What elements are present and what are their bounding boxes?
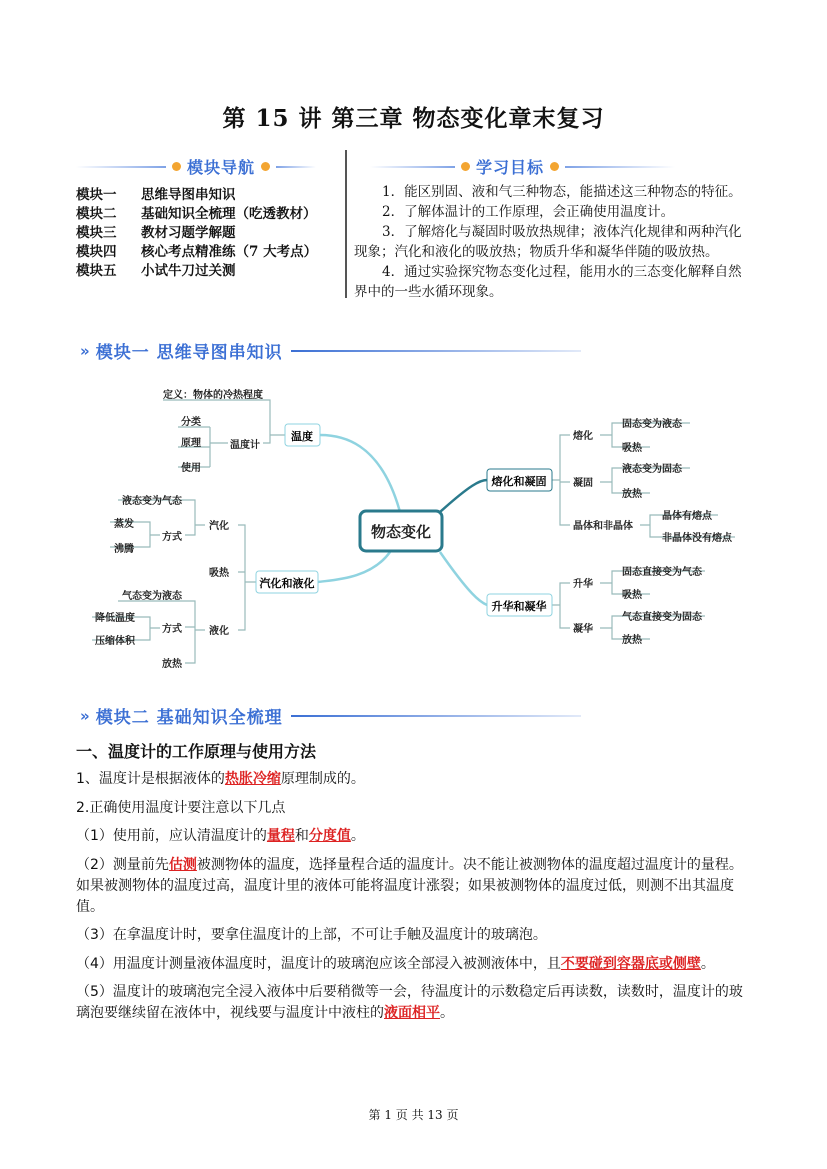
node-temp: 温度 [291, 430, 313, 443]
module-nav-list [76, 186, 317, 281]
nav-text: 基础知识全梳理（吃透教材） [141, 206, 317, 222]
heading-dot [261, 162, 270, 171]
heading-line [370, 166, 455, 168]
node-melt: 熔化和凝固 [491, 475, 547, 488]
leaf: 吸热 [622, 590, 642, 601]
heading-line [76, 166, 166, 168]
paragraph [76, 769, 756, 790]
leaf-liquefy: 液化 [209, 626, 229, 637]
nav-item [76, 262, 317, 281]
goals-heading: 学习目标 [476, 158, 545, 177]
nav-text: 思维导图串知识 [141, 187, 236, 203]
page-title: 第 15 讲 第三章 物态变化章末复习 [222, 105, 605, 132]
text: （5）温度计的玻璃泡完全浸入液体中后要稍微等一会，待温度计的示数稳定后再读数，读数时，温度计的玻璃泡要继续留在液体中，视线要与温度计中液柱的 [76, 984, 743, 1021]
goal-item: 3．了解熔化与凝固时吸放热规律；液体汽化规律和两种汽化现象；汽化和液化的吸放热；物质升华和凝华伴随的吸放热。 [354, 224, 742, 260]
leaf-sub: 升华 [573, 579, 593, 590]
text: 被测物体的温度，选择量程合适的温度计。决不能让被测物体的温度超过温度计的量程。如果被测物体的温度过高，温度计里的液体可能将温度计涨裂；如果被测物体的温度过低，则测不出其温度值。 [76, 856, 743, 915]
nav-item [76, 186, 317, 205]
paragraph [76, 826, 756, 847]
text: 和 [294, 828, 309, 844]
leaf: 气态变为液态 [122, 591, 182, 602]
paragraph [76, 982, 756, 1024]
leaf: 蒸发 [114, 519, 134, 530]
leaf-solid: 凝固 [573, 478, 593, 489]
leaf: 沸腾 [114, 544, 134, 555]
nav-heading-bar [76, 155, 316, 178]
nav-text: 教材习题学解题 [141, 225, 236, 241]
leaf: 放热 [622, 489, 642, 500]
nav-item [76, 205, 317, 224]
leaf: 压缩体积 [95, 636, 135, 647]
leaf: 气态直接变为固态 [622, 612, 702, 623]
leaf: 方式 [162, 532, 182, 543]
highlight-text: 分度值 [308, 828, 351, 844]
text: （1）使用前，应认清温度计的 [76, 828, 267, 844]
nav-text: 小试牛刀过关测 [141, 263, 236, 279]
goals-heading-bar [370, 155, 675, 178]
text: （4）用温度计测量液体温度时，温度计的玻璃泡应该全部浸入被测液体中，且 [76, 955, 561, 972]
column-divider [345, 150, 347, 298]
learning-goals [354, 182, 754, 302]
nav-key: 模块四 [76, 244, 117, 260]
mind-map [0, 380, 827, 680]
highlight-text: 量程 [266, 828, 295, 844]
paragraph [76, 855, 756, 918]
text: （2）测量前先 [76, 856, 169, 873]
leaf-temp-def: 定义：物体的冷热程度 [163, 390, 263, 401]
highlight-text: 热胀冷缩 [224, 771, 281, 787]
highlight-text: 液面相平 [384, 1005, 440, 1021]
subsection-title: 一、温度计的工作原理与使用方法 [76, 742, 317, 761]
leaf: 吸热 [209, 568, 229, 579]
leaf: 原理 [181, 438, 201, 449]
page-footer: 第 1 页 共 13 页 [368, 1108, 459, 1122]
leaf-melt: 熔化 [573, 431, 593, 442]
text: 1、温度计是根据液体的 [76, 771, 225, 787]
nav-item [76, 243, 317, 262]
paragraph: （3）在拿温度计时，要拿住温度计的上部，不可让手触及温度计的玻璃泡。 [76, 927, 547, 943]
leaf-crystal: 晶体和非晶体 [573, 521, 633, 532]
goal-item: 2．了解体温计的工作原理，会正确使用温度计。 [382, 204, 675, 220]
nav-key: 模块五 [76, 263, 117, 279]
node-sub: 升华和凝华 [491, 600, 547, 613]
section-heading-1 [80, 338, 581, 363]
goal-item: 1．能区别固、液和气三种物态，能描述这三种物态的特征。 [382, 184, 742, 200]
leaf-dep: 凝华 [573, 624, 593, 635]
body-text [76, 769, 756, 1032]
leaf: 放热 [162, 659, 182, 670]
leaf: 液态变为固态 [622, 464, 682, 475]
leaf-thermometer: 温度计 [230, 440, 260, 451]
heading-dot [550, 162, 559, 171]
heading-line [276, 166, 316, 168]
leaf: 分类 [181, 417, 201, 428]
leaf: 固态变为液态 [622, 419, 682, 430]
text: 。 [440, 1005, 454, 1021]
nav-key: 模块一 [76, 187, 117, 203]
section-title: 模块二 基础知识全梳理 [95, 708, 283, 728]
paragraph: 2.正确使用温度计要注意以下几点 [76, 799, 286, 816]
section-heading-2 [80, 703, 581, 728]
nav-item [76, 224, 317, 243]
node-vap: 汽化和液化 [259, 577, 315, 590]
section-line [291, 350, 581, 352]
goal-item: 4．通过实验探究物态变化过程，能用水的三态变化解释自然界中的一些水循环现象。 [354, 264, 742, 300]
leaf: 固态直接变为气态 [622, 567, 702, 578]
heading-line [565, 166, 675, 168]
leaf: 使用 [181, 463, 201, 474]
section-title: 模块一 思维导图串知识 [95, 343, 283, 363]
center-node: 物态变化 [370, 523, 432, 541]
text: 。 [700, 955, 715, 972]
paragraph [76, 954, 756, 975]
text: 原理制成的。 [280, 771, 365, 787]
leaf: 放热 [622, 635, 642, 646]
nav-key: 模块二 [76, 206, 117, 222]
leaf: 方式 [162, 624, 182, 635]
text: 。 [350, 828, 365, 844]
highlight-text: 不要碰到容器底或侧壁 [560, 955, 701, 972]
heading-dot [461, 162, 470, 171]
leaf: 降低温度 [95, 613, 135, 624]
nav-key: 模块三 [76, 225, 117, 241]
heading-dot [172, 162, 181, 171]
nav-text: 核心考点精准练（7 大考点） [141, 244, 318, 260]
double-chevron-icon: » [80, 706, 90, 725]
leaf: 晶体有熔点 [662, 511, 712, 522]
leaf: 非晶体没有熔点 [662, 533, 732, 544]
nav-heading: 模块导航 [187, 158, 256, 177]
double-chevron-icon: » [80, 341, 90, 360]
highlight-text: 估测 [168, 856, 197, 873]
section-line [291, 715, 581, 717]
leaf-vaporize: 汽化 [209, 521, 229, 532]
leaf: 液态变为气态 [122, 496, 182, 507]
leaf: 吸热 [622, 443, 642, 454]
